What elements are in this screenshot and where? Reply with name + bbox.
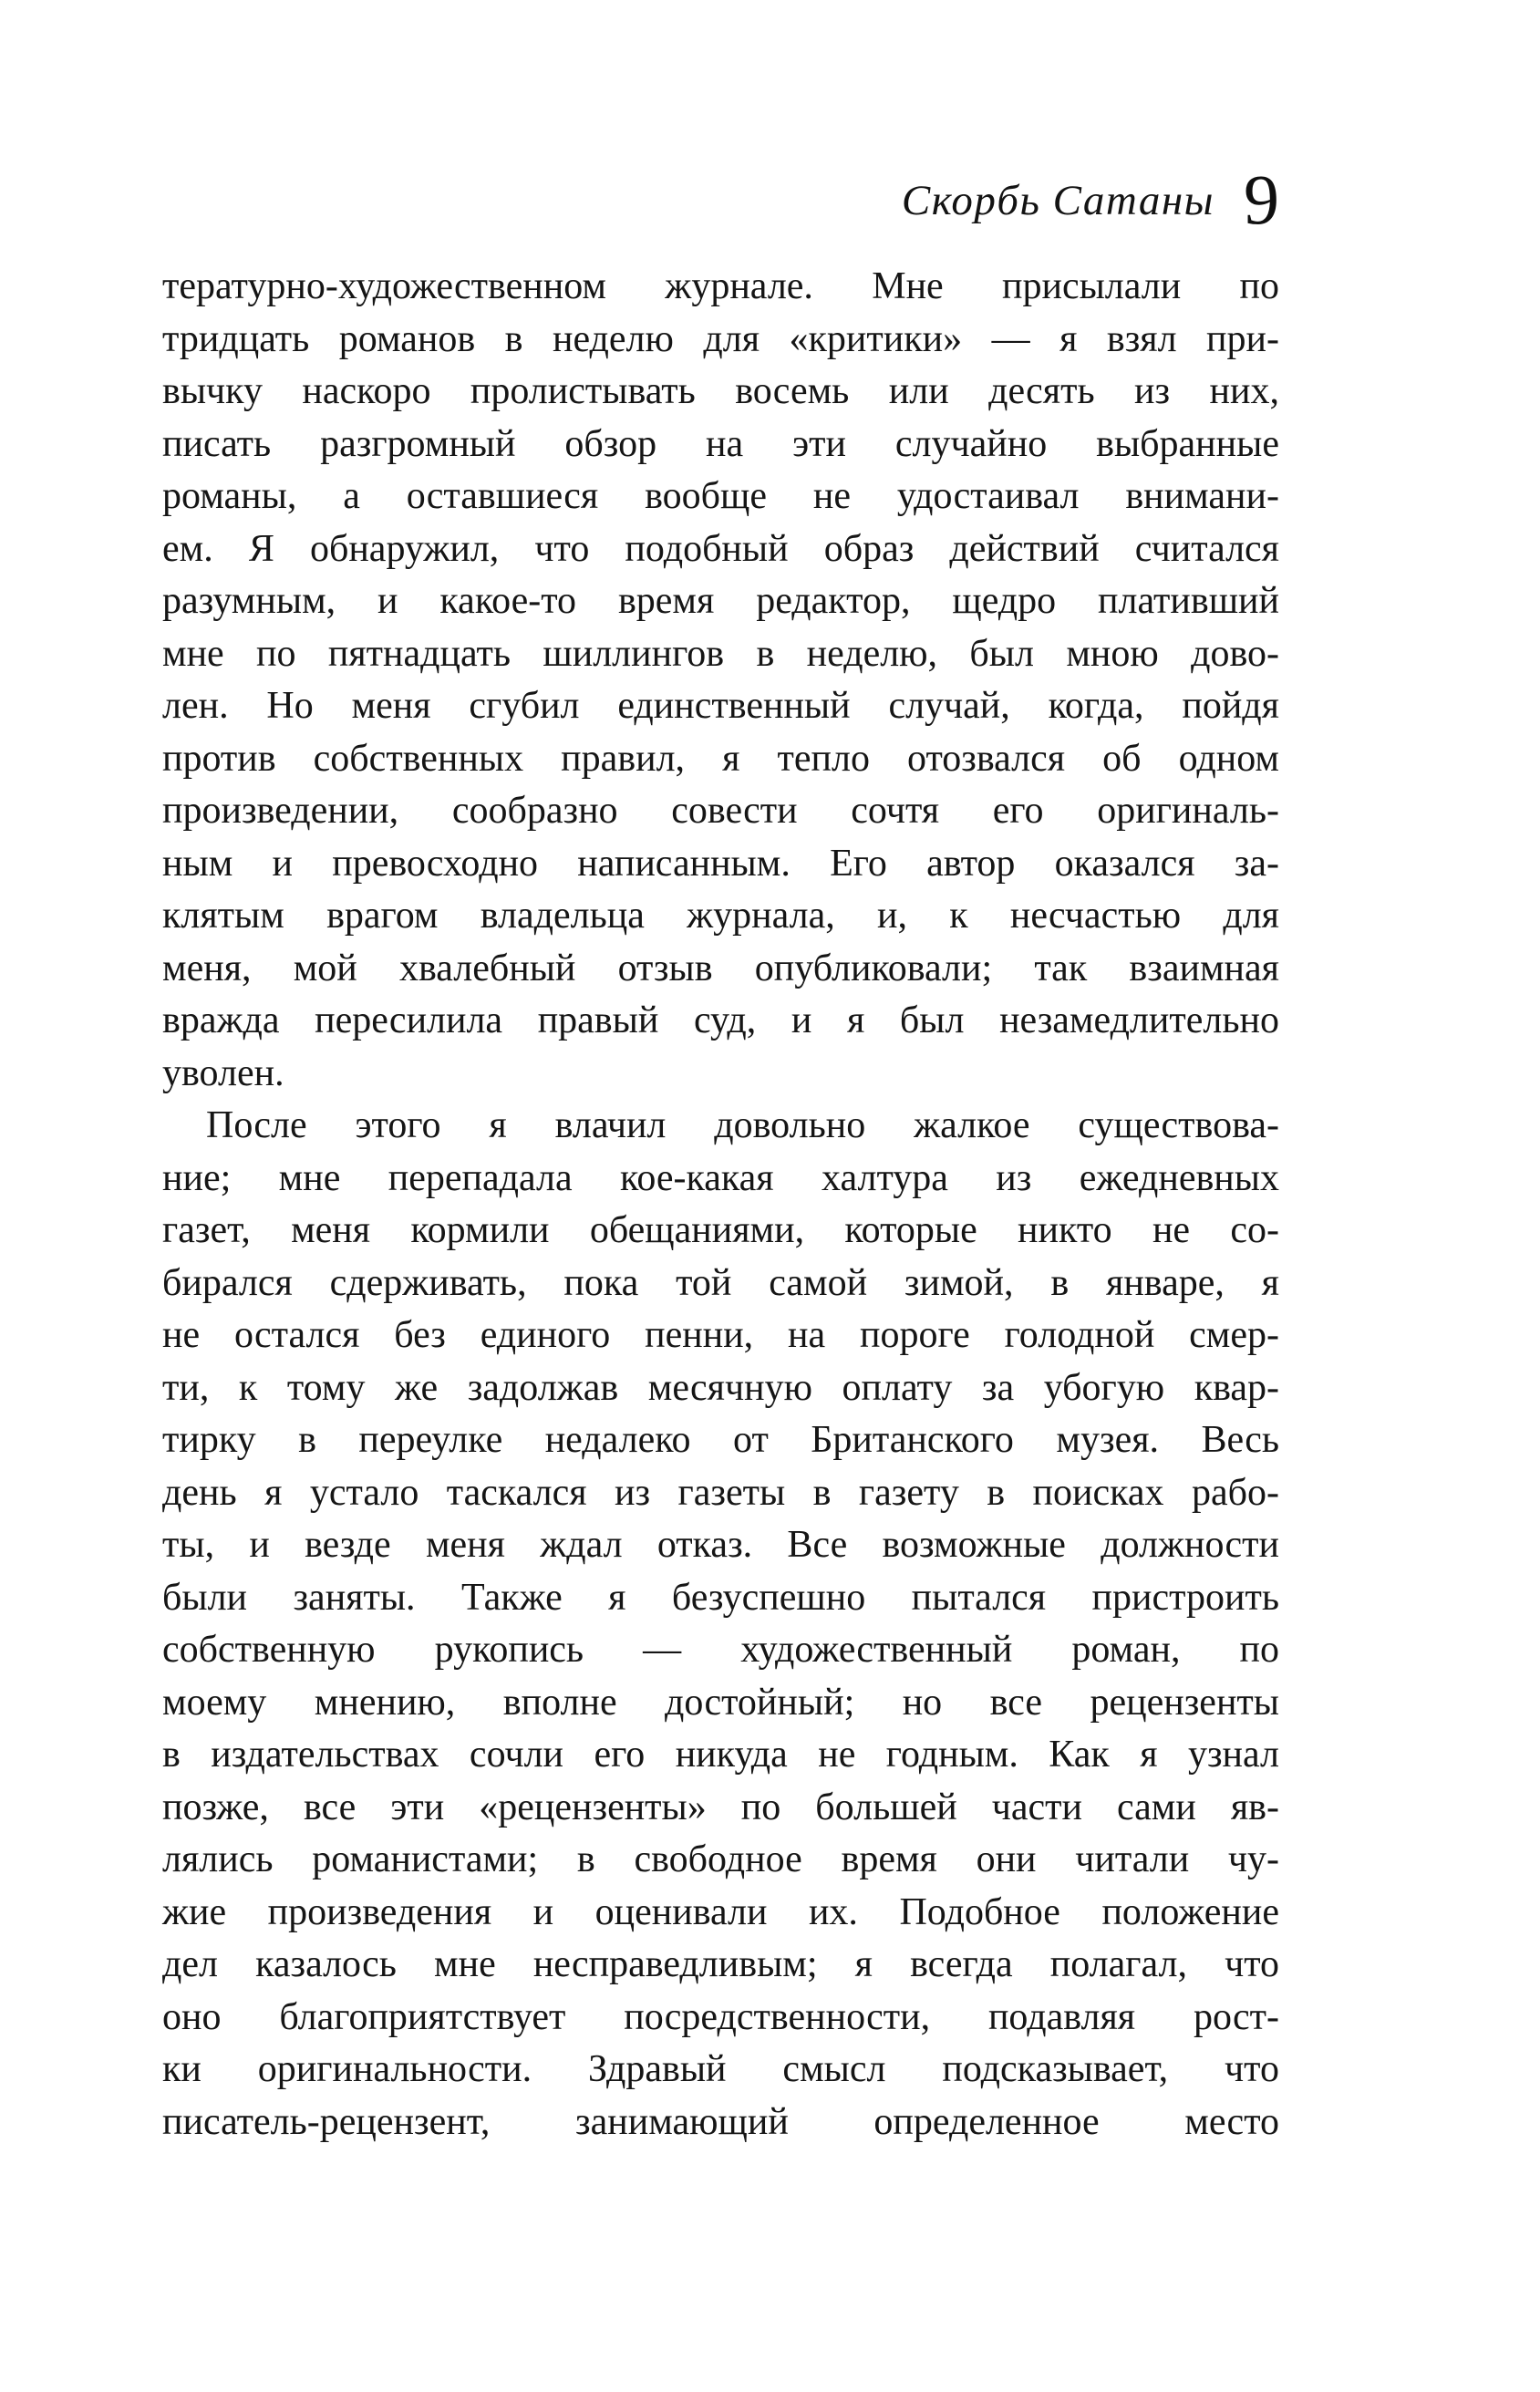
- text-line: не остался без единого пенни, на пороге голодной смер-: [162, 1314, 1279, 1356]
- text-line: ты, и везде меня ждал отказ. Все возможные должности: [162, 1524, 1279, 1566]
- text-line: против собственных правил, я тепло отозвался об одном: [162, 737, 1279, 780]
- text-line: уволен.: [162, 1051, 284, 1094]
- page-number: 9: [1244, 160, 1279, 239]
- text-line: клятым врагом владельца журнала, и, к несчастью для: [162, 895, 1279, 937]
- text-line: газет, меня кормили обещаниями, которые никто не со-: [162, 1209, 1279, 1251]
- text-line: меня, мой хвалебный отзыв опубликовали; так взаимная: [162, 947, 1279, 989]
- text-line: моему мнению, вполне достойный; но все рецензенты: [162, 1681, 1279, 1724]
- text-line: лялись романистами; в свободное время они читали чу-: [162, 1838, 1279, 1880]
- text-line: ным и превосходно написанным. Его автор оказался за-: [162, 842, 1279, 885]
- book-title: Скорбь Сатаны: [901, 177, 1214, 224]
- text-line: в издательствах сочли его никуда не годным. Как я узнал: [162, 1734, 1279, 1776]
- text-line: ти, к тому же задолжав месячную оплату за убогую квар-: [162, 1366, 1279, 1409]
- text-line: тературно-художественном журнале. Мне присылали по: [162, 265, 1279, 307]
- text-line: После этого я влачил довольно жалкое существова-: [206, 1104, 1279, 1146]
- text-line: дел казалось мне несправедливым; я всегда полагал, что: [162, 1943, 1279, 1985]
- text-line: ем. Я обнаружил, что подобный образ действий считался: [162, 527, 1279, 570]
- running-header: [162, 155, 1279, 239]
- text-line: романы, а оставшиеся вообще не удостаивал внимани-: [162, 475, 1279, 517]
- text-line: бирался сдерживать, пока той самой зимой, в январе, я: [162, 1261, 1279, 1304]
- text-line: разумным, и какое-то время редактор, щедро плативший: [162, 580, 1279, 622]
- paragraph: [162, 1100, 1279, 2149]
- body-text: [162, 261, 1279, 2149]
- text-line: вычку наскоро пролистывать восемь или десять из них,: [162, 370, 1279, 412]
- text-line: ние; мне перепадала кое-какая халтура из ежедневных: [162, 1156, 1279, 1199]
- text-line: мне по пятнадцать шиллингов в неделю, был мною дово-: [162, 632, 1279, 675]
- text-line: лен. Но меня сгубил единственный случай, когда, пойдя: [162, 685, 1279, 727]
- paragraph: [162, 261, 1279, 1100]
- text-line: были заняты. Также я безуспешно пытался пристроить: [162, 1576, 1279, 1619]
- text-line: тридцать романов в неделю для «критики» — я взял при-: [162, 317, 1279, 360]
- text-line: тирку в переулке недалеко от Британского музея. Весь: [162, 1419, 1279, 1461]
- text-line: писать разгромный обзор на эти случайно выбранные: [162, 422, 1279, 465]
- text-line: позже, все эти «рецензенты» по большей части сами яв-: [162, 1786, 1279, 1828]
- text-line: собственную рукопись — художественный роман, по: [162, 1629, 1279, 1671]
- text-line: вражда пересилила правый суд, и я был незамедлительно: [162, 999, 1279, 1041]
- text-line: жие произведения и оценивали их. Подобное положение: [162, 1890, 1279, 1933]
- text-line: произведении, сообразно совести сочтя его оригиналь-: [162, 790, 1279, 832]
- text-line: оно благоприятствует посредственности, подавляя рост-: [162, 1995, 1279, 2038]
- text-line: ки оригинальности. Здравый смысл подсказывает, что: [162, 2048, 1279, 2090]
- text-line: день я устало таскался из газеты в газету в поисках рабо-: [162, 1471, 1279, 1514]
- text-line: писатель-рецензент, занимающий определенное место: [162, 2100, 1279, 2143]
